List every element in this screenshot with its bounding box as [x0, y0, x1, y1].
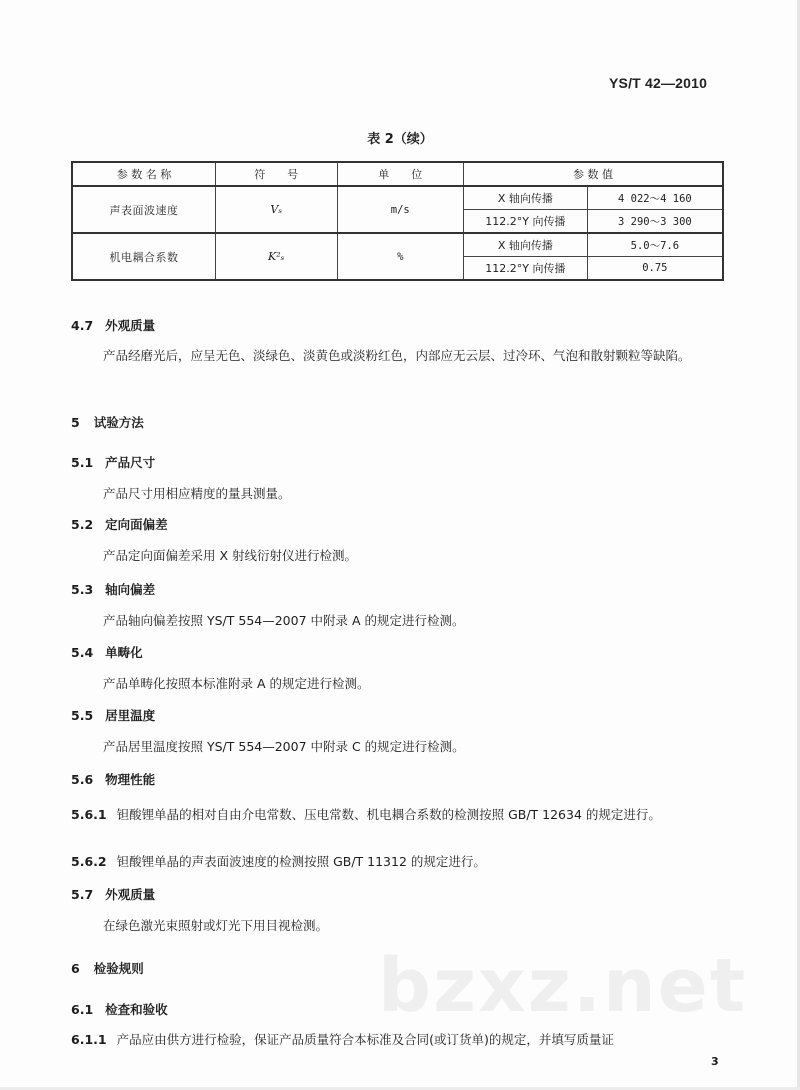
section-heading-5-1: 5.1 产品尺寸	[71, 455, 156, 470]
section-body-5-2: 产品定向面偏差采用 X 射线衍射仪进行检测。	[103, 548, 358, 563]
param-value: 4 022～4 160	[587, 186, 723, 210]
page-number: 3	[711, 1055, 719, 1068]
section-heading-5-7: 5.7 外观质量	[71, 887, 156, 902]
param-value: 3 290～3 300	[587, 210, 723, 234]
param-symbol: K²ₛ	[215, 233, 337, 280]
section-body-5-7: 在绿色激光束照射或灯光下用目视检测。	[103, 918, 329, 933]
section-body-6-1-1: 6.1.1 产品应由供方进行检验，保证产品质量符合本标准及合同(或订货单)的规定，并填写质量证	[71, 1032, 614, 1047]
propagation-direction: 112.2°Y 向传播	[464, 210, 588, 234]
param-name: 机电耦合系数	[72, 233, 215, 280]
section-heading-5: 5 试验方法	[71, 415, 144, 430]
section-body-5-4: 产品单畴化按照本标准附录 A 的规定进行检测。	[103, 676, 370, 691]
propagation-direction: 112.2°Y 向传播	[464, 257, 588, 281]
section-heading-6-1: 6.1 检查和验收	[71, 1002, 168, 1017]
section-body-5-6-1: 5.6.1 钽酸锂单晶的相对自由介电常数、压电常数、机电耦合系数的检测按照 GB/T 12634 的规定进行。	[71, 807, 661, 822]
watermark: bzxz.net	[378, 943, 748, 1029]
section-body-5-6-2: 5.6.2 钽酸锂单晶的声表面波速度的检测按照 GB/T 11312 的规定进行。	[71, 854, 486, 869]
header-param-value: 参 数 值	[464, 162, 724, 186]
param-unit: m/s	[337, 186, 464, 233]
header-param-name: 参 数 名 称	[72, 162, 215, 186]
section-heading-5-4: 5.4 单畴化	[71, 645, 143, 660]
propagation-direction: X 轴向传播	[464, 233, 588, 257]
param-value: 5.0～7.6	[587, 233, 723, 257]
section-body-5-3: 产品轴向偏差按照 YS/T 554—2007 中附录 A 的规定进行检测。	[103, 613, 465, 628]
param-name: 声表面波速度	[72, 186, 215, 233]
section-heading-5-5: 5.5 居里温度	[71, 708, 156, 723]
section-heading-6: 6 检验规则	[71, 961, 144, 976]
param-value: 0.75	[587, 257, 723, 281]
param-unit: %	[337, 233, 464, 280]
table-row	[72, 186, 723, 210]
section-body-4-7: 产品经磨光后，应呈无色、淡绿色、淡黄色或淡粉红色，内部应无云层、过冷环、气泡和散射颗粒等缺陷。	[103, 348, 691, 363]
param-symbol: Vₛ	[215, 186, 337, 233]
header-unit: 单 位	[337, 162, 464, 186]
section-body-5-5: 产品居里温度按照 YS/T 554—2007 中附录 C 的规定进行检测。	[103, 739, 465, 754]
table-row	[72, 233, 723, 257]
section-heading-5-3: 5.3 轴向偏差	[71, 582, 156, 597]
document-code: YS/T 42—2010	[609, 75, 708, 91]
header-symbol: 符 号	[215, 162, 337, 186]
propagation-direction: X 轴向传播	[464, 186, 588, 210]
table-caption: 表 2（续）	[367, 132, 433, 147]
parameter-table	[71, 161, 724, 281]
section-body-5-1: 产品尺寸用相应精度的量具测量。	[103, 486, 291, 501]
section-heading-5-6: 5.6 物理性能	[71, 772, 156, 787]
section-heading-4-7: 4.7 外观质量	[71, 318, 156, 333]
section-heading-5-2: 5.2 定向面偏差	[71, 517, 168, 532]
table-header-row	[72, 162, 723, 186]
